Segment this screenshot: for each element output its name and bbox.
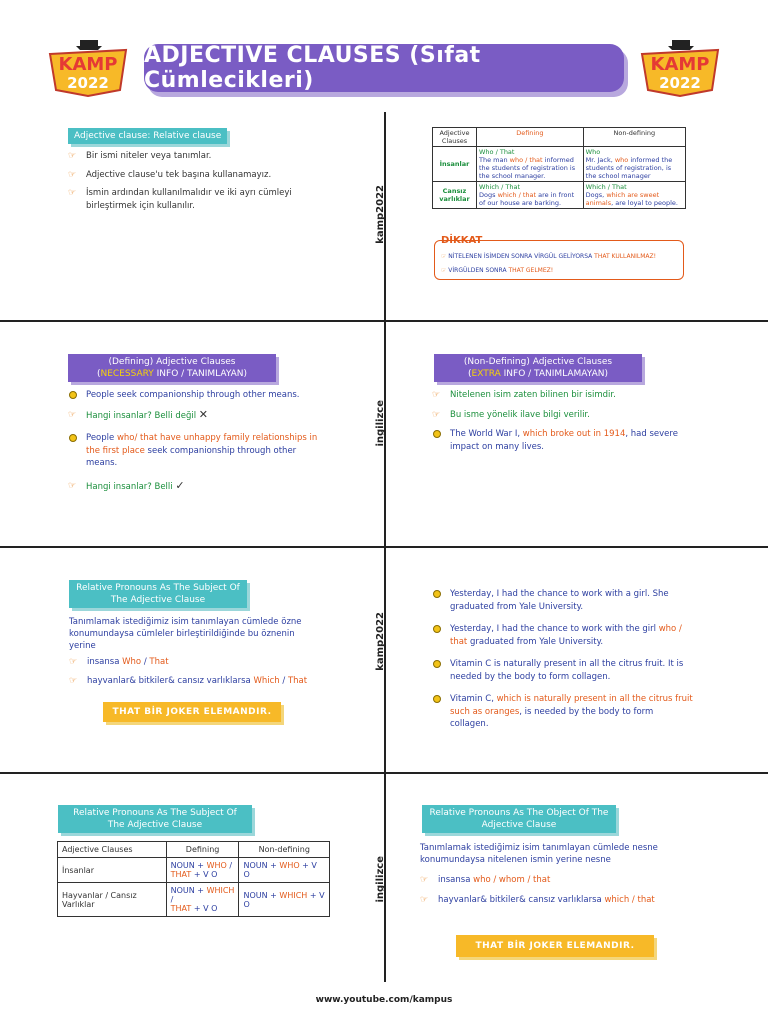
list-item: Yesterday, I had the chance to work with a girl. She graduated from Yale University. [432,588,694,613]
list-item: People who/ that have unhappy family relationships in the first place seek companionship through other means. [68,432,318,470]
svg-text:2022: 2022 [67,74,109,92]
list-item: Vitamin C, which is naturally present in all the citrus fruit such as oranges, is needed by the body to form collagen. [432,693,694,731]
table-header: Non-defining [583,128,685,147]
s4-text: Tanımlamak istediğimiz isim tanımlayan cümlede özne konumundaysa cümleler birleştirildiğinde bu öznenin yerine [69,617,302,651]
pointing-hand-icon: ☞ [69,675,78,686]
bullet-dot-icon [69,391,77,399]
pointing-hand-icon: ☞ [69,657,78,667]
page-title: ADJECTIVE CLAUSES (Sıfat Cümlecikleri) [144,44,624,92]
list-item: ☞ insansa Who / That [69,657,169,667]
table-cell: Who / That The man who / that informed the students of registration is the school manager. [477,147,584,182]
table-cell: Which / That Dogs which / that are in front of our house are barking. [477,182,584,209]
svg-text:KAMP: KAMP [58,54,118,75]
svg-text:KAMP: KAMP [650,54,710,75]
pointing-hand-icon: ☞ [420,875,429,885]
warning-line: ☞ VİRGÜLDEN SONRA THAT GELMEZ! [441,267,554,274]
table-header: Adjective Clauses [58,842,167,858]
table-row-label: Hayvanlar / Cansız Varlıklar [58,883,167,917]
bullet-dot-icon [433,625,441,633]
section-label: (Non-Defining) Adjective Clauses (EXTRA INFO / TANIMLAMAYAN) [434,354,642,382]
pointing-hand-icon: ☞ [68,169,77,180]
cross-icon: ✕ [198,407,209,421]
pointing-hand-icon: ☞ [68,151,77,161]
kamp-logo-left [46,40,130,102]
table-header: Adjective Clauses [433,128,477,147]
table-cell: Who Mr. Jack, who informed the students of registration, is the school manager [583,147,685,182]
pointing-hand-icon: ☞ [432,390,441,400]
row-divider [0,320,768,322]
joker-banner: THAT BİR JOKER ELEMANDIR. [456,935,654,957]
table-row-label: Cansız varlıklar [433,182,477,209]
list-item: ☞ Adjective clause'u tek başına kullanamayız. [68,169,272,180]
warning-title: DİKKAT [441,235,483,246]
list-item: ☞ Bir ismi niteler veya tanımlar. [68,151,212,161]
table-row-label: İnsanlar [58,858,167,883]
check-icon: ✓ [175,478,185,492]
table-header: Defining [477,128,584,147]
list-item: ☞ Nitelenen isim zaten bilinen bir isimdir. [432,390,616,400]
pronoun-table [57,841,330,917]
list-item: People seek companionship through other means. [68,389,318,402]
section-label: Relative Pronouns As The Object Of The Adjective Clause [422,805,616,833]
bullet-dot-icon [433,695,441,703]
kamp-logo-icon [46,40,130,98]
table-cell: NOUN + WHO + V O [239,858,330,883]
section-label: (Defining) Adjective Clauses (NECESSARY INFO / TANIMLAYAN) [68,354,276,382]
footer-link[interactable]: www.youtube.com/kampus [315,995,453,1005]
section-label: Relative Pronouns As The Subject Of The Adjective Clause [58,805,252,833]
section-label: Relative Pronouns As The Subject Of The Adjective Clause [69,580,247,608]
list-item: ☞ İsmin ardından kullanılmalıdır ve iki ayrı cümleyi birleştirmek için kullanılır. [68,188,292,211]
list-item: Yesterday, I had the chance to work with the girl who / that graduated from Yale University. [432,623,694,648]
pointing-hand-icon: ☞ [68,409,77,420]
vertical-label: kamp2022 [375,612,386,671]
list-item: The World War I, which broke out in 1914, had severe impact on many lives. [432,428,687,453]
table-header: Non-defining [239,842,330,858]
joker-banner: THAT BİR JOKER ELEMANDIR. [103,702,281,722]
table-cell: NOUN + WHICH / THAT + V O [166,883,239,917]
pointing-hand-icon: ☞ [441,253,449,260]
bullet-dot-icon [69,434,77,442]
list-item: Vitamin C is naturally present in all the citrus fruit. It is needed by the body to form collagen. [432,658,694,683]
list-item: ☞ hayvanlar& bitkiler& cansız varlıklarsa Which / That [69,675,308,686]
vertical-label: ingilizce [375,856,386,903]
s4-list [69,656,329,687]
section-label: Adjective clause: Relative clause [68,128,227,144]
row-divider [0,772,768,774]
pointing-hand-icon: ☞ [68,188,77,198]
table-row-label: İnsanlar [433,147,477,182]
list-item: ☞ Hangi insanlar? Belli değil ✕ [68,407,209,421]
row-divider [0,546,768,548]
table-header: Defining [166,842,239,858]
list-item: ☞ Bu isme yönelik ilave bilgi verilir. [432,409,590,420]
s5-list [432,588,694,731]
pointing-hand-icon: ☞ [432,409,441,420]
bullet-dot-icon [433,430,441,438]
list-item: ☞ hayvanlar& bitkiler& cansız varlıklarsa which / that [420,894,655,905]
clause-table [432,127,686,209]
pointing-hand-icon: ☞ [420,894,429,905]
s3-list [432,389,687,453]
table-cell: NOUN + WHICH + V O [239,883,330,917]
warning-line: ☞ NİTELENEN İSİMDEN SONRA VİRGÜL GELİYORSA THAT KULLANILMAZ! [441,253,657,260]
s1-list [68,150,308,212]
pointing-hand-icon: ☞ [441,267,449,274]
bullet-dot-icon [433,660,441,668]
kamp-logo-icon [638,40,722,98]
bullet-dot-icon [433,590,441,598]
table-cell: Which / That Dogs, which are sweet animals, are loyal to people. [583,182,685,209]
vertical-label: kamp2022 [375,185,386,244]
table-cell: NOUN + WHO / THAT + V O [166,858,239,883]
s2-list [68,389,318,493]
s7-list [420,874,700,906]
list-item: ☞ Hangi insanlar? Belli ✓ [68,478,185,492]
vertical-label: ingilizce [375,400,386,447]
warning-box [434,235,684,280]
kamp-logo-right [638,40,722,102]
svg-text:2022: 2022 [659,74,701,92]
list-item: ☞ insansa who / whom / that [420,875,551,885]
s7-text: Tanımlamak istediğimiz isim tanımlayan cümlede nesne konumundaysa nitelenen ismin yerine nesne [420,843,658,865]
pointing-hand-icon: ☞ [68,480,77,491]
